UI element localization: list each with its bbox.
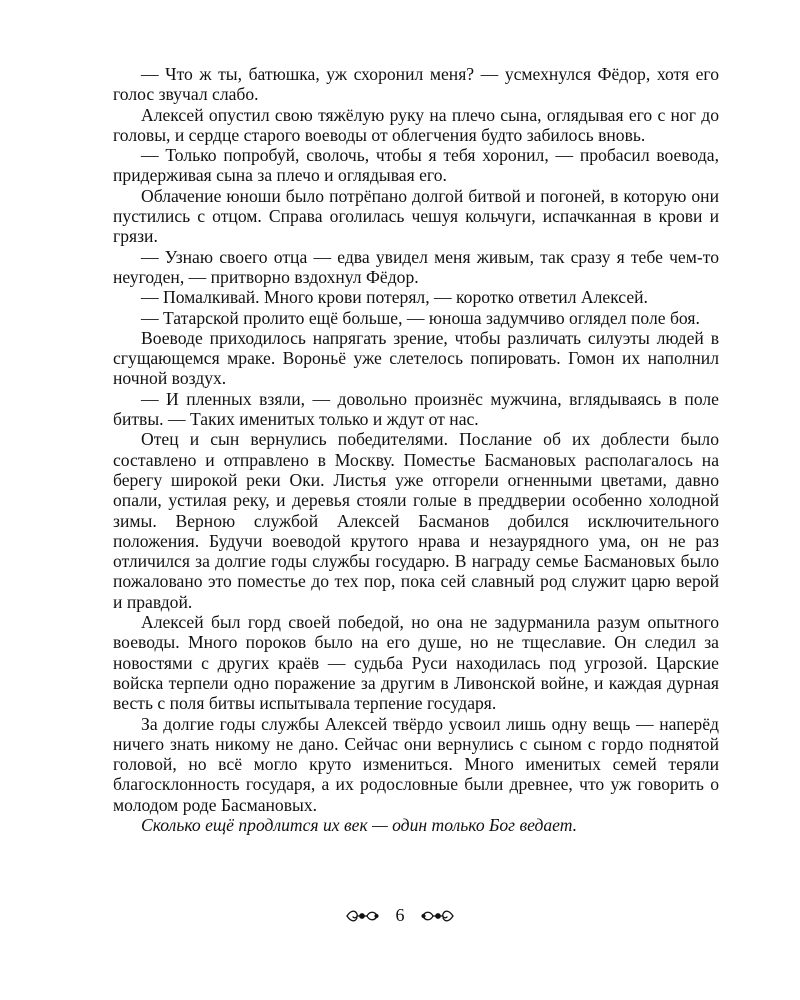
page-footer [0,905,800,926]
paragraph: — Узнаю своего отца — едва увидел меня живым, так сразу я тебе чем-то неугоден, — притворно вздохнул Фёдор. [113,246,719,287]
paragraph: За долгие годы службы Алексей твёрдо усвоил лишь одну вещь — наперёд ничего знать никому не дано. Сейчас они вернулись с сыном с гордо поднятой головой, но всё могло круто измениться. Много именитых семей теряли благосклонность государя, а их родословные были древнее, что уж говорить о молодом роде Басмановых. [113,713,719,815]
floral-ornament-icon [345,908,379,924]
paragraph: — И пленных взяли, — довольно произнёс мужчина, вглядываясь в поле битвы. — Таких именитых только и ждут от нас. [113,388,719,430]
paragraph: Облачение юноши было потрёпано долгой битвой и погоней, в которую они пустились с отцом. Справа оголилась чешуя кольчуги, испачканная в крови и грязи. [113,185,719,247]
paragraph: — Татарской пролито ещё больше, — юноша задумчиво оглядел поле боя. [141,307,700,328]
body-text [113,64,719,835]
paragraph: — Только попробуй, сволочь, чтобы я тебя хоронил, — пробасил воевода, придерживая сына за плечо и оглядывая его. [113,145,719,186]
paragraph: — Помалкивай. Много крови потерял, — коротко ответил Алексей. [141,287,648,308]
paragraph: — Что ж ты, батюшка, уж схоронил меня? — усмехнулся Фёдор, хотя его голос звучал слабо. [113,64,719,105]
floral-ornament-icon [421,908,455,924]
paragraph: Воеводе приходилось напрягать зрение, чтобы различать силуэты людей в сгущающемся мраке. Вороньё уже слетелось попировать. Гомон их наполнил ночной воздух. [113,327,719,389]
paragraph: Алексей опустил свою тяжёлую руку на плечо сына, оглядывая его с ног до головы, и сердце старого воеводы от облегчения будто забилось вновь. [113,104,719,145]
paragraph: Алексей был горд своей победой, но она не задурманила разум опытного воеводы. Много пороков было на его душе, но не тщеславие. Он следил за новостями с других краёв — судьба Руси находилась под угрозой. Царские войска терпели одно поражение за другим в Ливонской войне, и каждая дурная весть с поля битвы испытывала терпение государя. [113,612,719,714]
page-number: 6 [395,905,405,925]
paragraph: Отец и сын вернулись победителями. Послание об их доблести было составлено и отправлено в Москву. Поместье Басмановых располагалось на берегу широкой реки Оки. Листья уже отгорели огненными цветами, давно опали, устилая реку, и деревья стояли голые в преддверии особенно холодной зимы. Верною службой Алексей Басманов добился исключительного положения. Будучи воеводой крутого нрава и незаурядного ума, он не раз отличился за долгие годы службы государю. В награду семье Басмановых было пожаловано это поместье до тех пор, пока сей славный род служит царю верой и правдой. [113,429,719,612]
closing-line: Сколько ещё продлится их век — один только Бог ведает. [141,814,578,835]
